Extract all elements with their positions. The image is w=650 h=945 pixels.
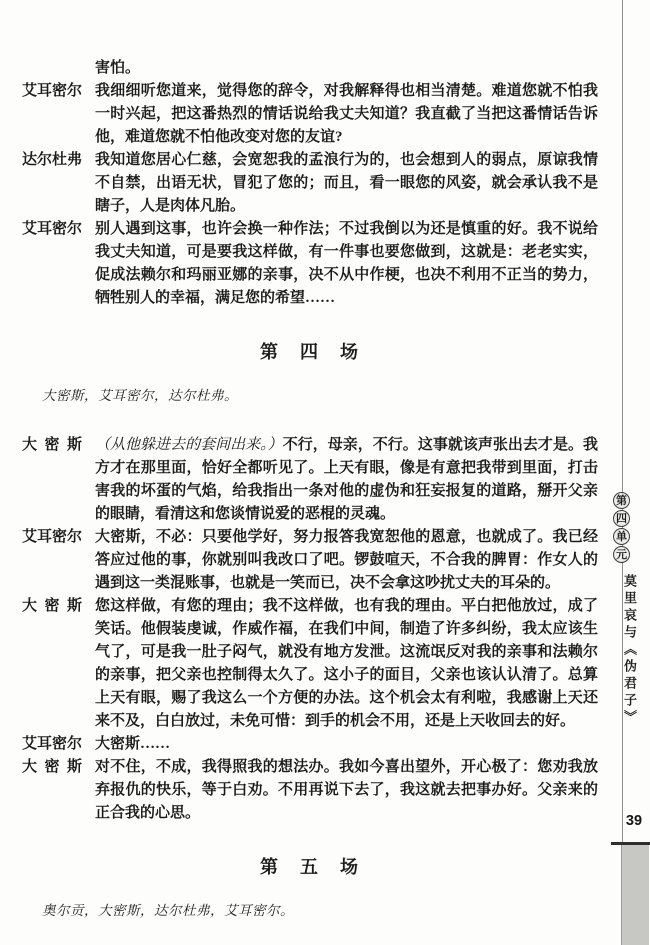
dialogue-text: 我细细听您道来，觉得您的辞令，对我解释得也相当清楚。难道您就不怕我一时兴起，把这番热烈的情话说给我丈夫知道？我直截了当把这番情话告诉他，难道您就不怕他改变对您的友谊? (95, 83, 598, 145)
dialogue-text: 别人遇到这事，也许会换一种作法；不过我倒以为还是慎重的好。我不说给我丈夫知道，可是要我这样做，有一件事也要您做到，这就是：老老实实，促成法赖尔和玛丽亚娜的亲事，决不从中作梗，也决不利用不正当的势力，牺牲别人的幸福，满足您的希望…… (95, 221, 598, 306)
dialogue-paragraph (22, 80, 598, 149)
speaker-name: 艾耳密尔 (22, 83, 83, 99)
dialogue-paragraph (22, 756, 598, 825)
speaker-name: 大密斯 (22, 598, 82, 614)
dialogue-paragraph (22, 434, 598, 526)
speaker-name: 艾耳密尔 (22, 529, 83, 545)
speaker-name: 艾耳密尔 (22, 221, 83, 237)
dialogue-text: 我知道您居心仁慈，会宽恕我的孟浪行为的，也会想到人的弱点，原谅我情不自禁，出语无状，冒犯了您的；而且，看一眼您的风姿，就会承认我不是瞎子，人是肉体凡胎。 (95, 152, 598, 214)
dialogue-text: 对不住，不成，我得照我的想法办。我如今喜出望外，开心极了：您劝我放弃报仇的快乐，等于白劝。不用再说下去了，我这就去把事办好。父亲来的正合我的心思。 (95, 759, 598, 821)
speaker-name: 大密斯 (22, 437, 82, 453)
dialogue-text: 大密斯…… (95, 736, 171, 752)
unit-badge-char: 四 (613, 510, 630, 527)
unit-badge-char: 第 (613, 492, 630, 509)
stage-direction: （从他躲进去的套间出来。） (95, 437, 283, 453)
dialogue-paragraph (22, 57, 598, 80)
scene-heading: 第 四 场 (260, 342, 360, 362)
speaker-name: 大密斯 (22, 759, 82, 775)
dialogue-paragraph (22, 733, 598, 756)
unit-badge-char: 单 (613, 528, 630, 545)
vertical-book-title: 莫里哀与《伪君子》 (622, 574, 637, 727)
scene-cast-list: 奥尔贡，大密斯，达尔杜弗，艾耳密尔。 (42, 903, 294, 918)
dialogue-text: 不行，母亲，不行。这事就该声张出去才是。我方才在那里面，恰好全都听见了。上天有眼，像是有意把我带到里面，打击害我的坏蛋的气焰，给我指出一条对他的虚伪和狂妄报复的道路，掰开父亲的眼睛，看清这和您谈情说爱的恶棍的灵魂。 (95, 437, 598, 522)
dialogue-text: 害怕。 (95, 60, 141, 76)
unit-label-badges (613, 492, 632, 563)
dialogue-paragraph (22, 149, 598, 218)
play-script-content (22, 57, 598, 945)
speaker-name: 艾耳密尔 (22, 736, 83, 752)
page-edge-tab (621, 845, 649, 945)
scene-heading: 第 五 场 (260, 857, 360, 877)
dialogue-paragraph (22, 526, 598, 595)
dialogue-text: 大密斯，不必：只要他学好，努力报答我宽恕他的恩意，也就成了。我已经答应过他的事，你就别叫我改口了吧。锣鼓喧天，不合我的脾胃：作女人的遇到这一类混账事，也就是一笑而已，决不会拿这吵扰丈夫的耳朵的。 (95, 529, 598, 591)
dialogue-paragraph (22, 595, 598, 733)
unit-badge-char: 元 (613, 546, 630, 563)
dialogue-text: 您这样做，有您的理由；我不这样做，也有我的理由。平白把他放过，成了笑话。他假装虔诚，作威作福，在我们中间，制造了许多纠纷，我太应该生气了，可是我一肚子闷气，就没有地方发泄。这流氓反对我的亲事和法赖尔的亲事，把父亲也控制得太久了。这小子的面目，父亲也该认认清了。总算上天有眼，赐了我这么一个方便的办法。这个机会太有利啦，我感谢上天还来不及，白白放过，未免可惜：到手的机会不用，还是上天收回去的好。 (95, 598, 598, 729)
dialogue-paragraph (22, 218, 598, 310)
speaker-name: 达尔杜弗 (22, 152, 83, 168)
scene-cast-list: 大密斯，艾耳密尔，达尔杜弗。 (42, 388, 238, 403)
page-number: 39 (625, 813, 643, 829)
